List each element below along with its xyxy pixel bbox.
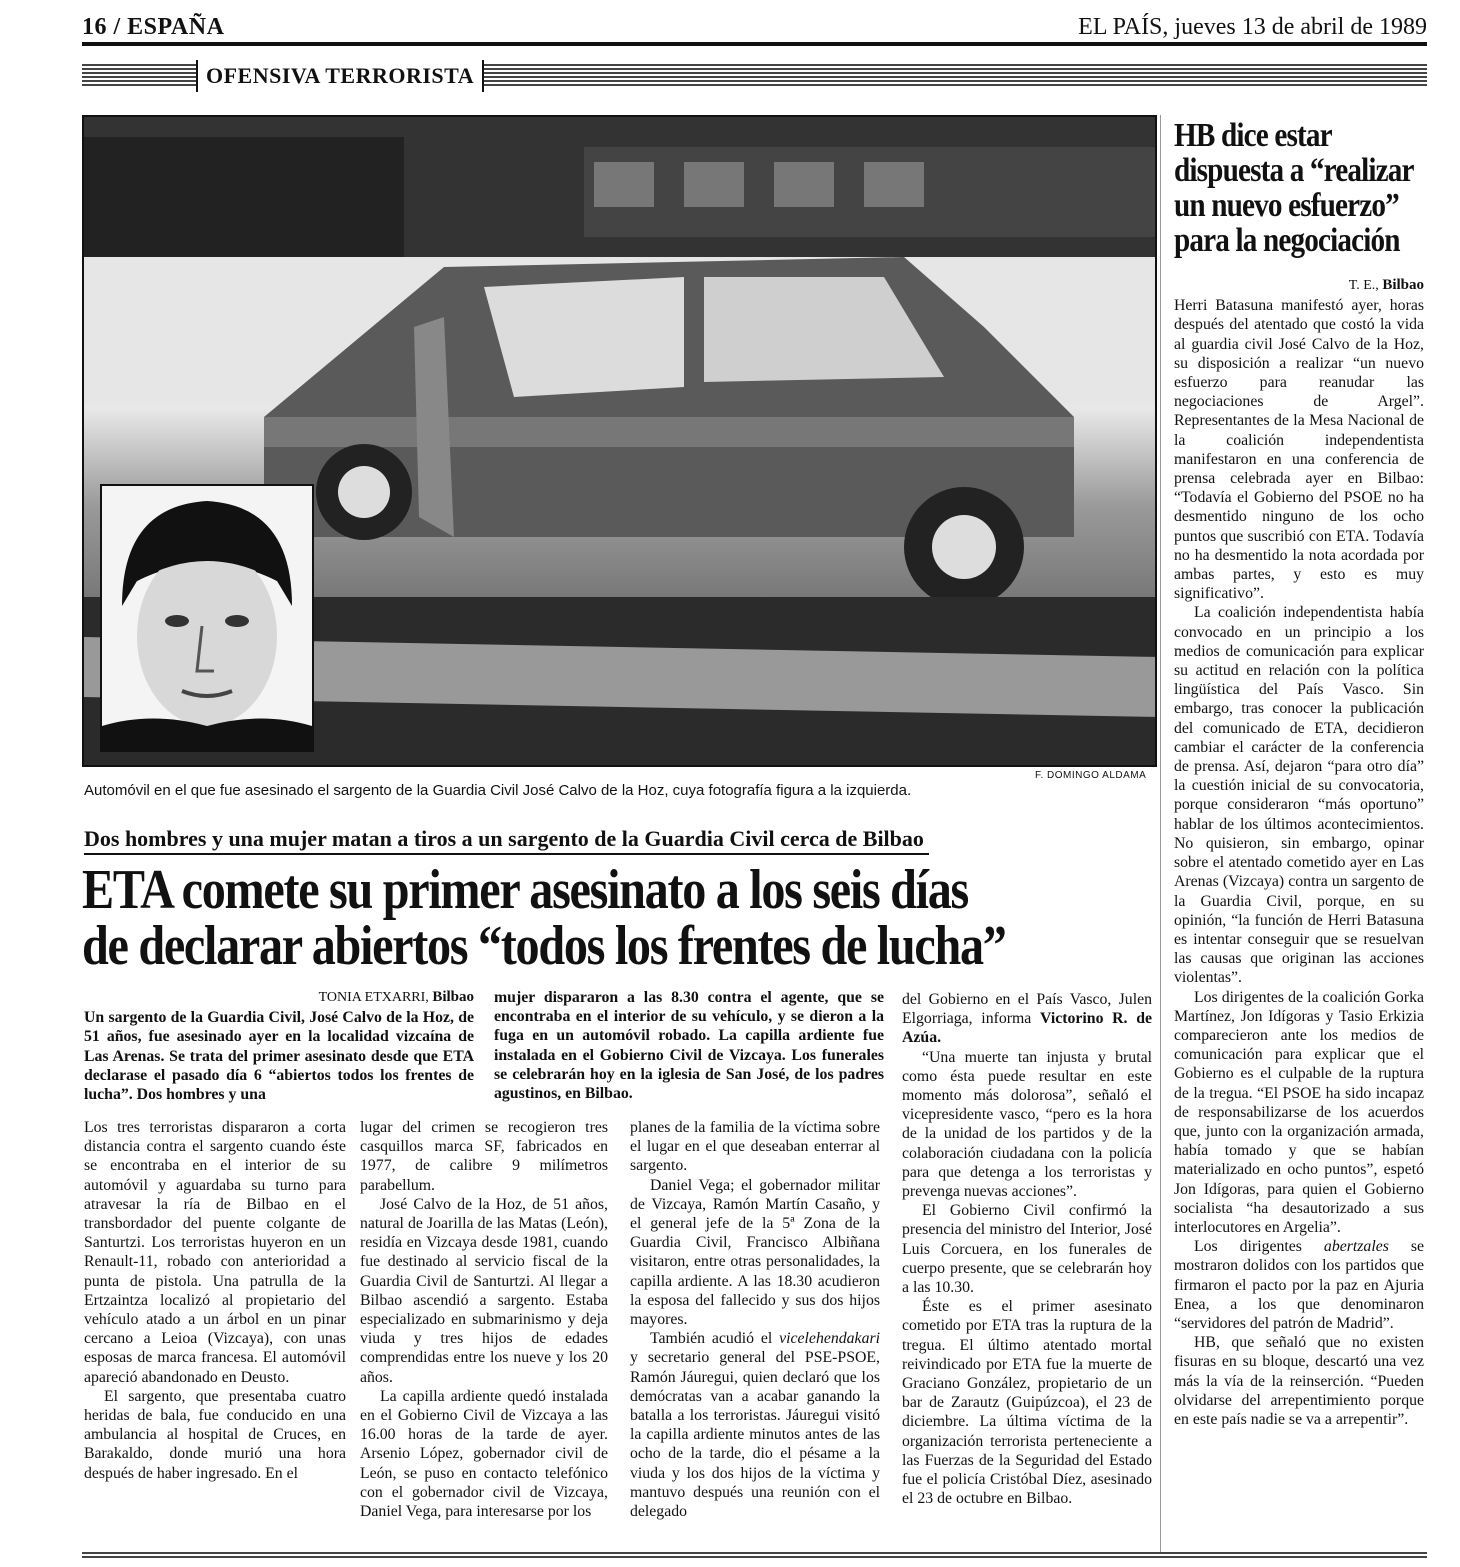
sidebar-paragraph: Herri Batasuna manifestó ayer, horas después del atentado que costó la vida al guardia civil José Calvo de la Hoz, su disposición a realizar “un nuevo esfuerzo para reanudar las negociaciones de Argel”. Representantes de la Mesa Nacional de la coalición independentista manifestaron en una conferencia de prensa celebrada ayer en Bilbao: “Todavía el Gobierno del PSOE no ha desmentido ninguno de los ocho puntos que suscribió con ETA. Todavía no ha desmentido la nota acordada por ambas partes, y esto es muy significativo”. bbox=[1174, 297, 1424, 603]
lead-column-1 bbox=[84, 988, 474, 1104]
section-label: OFENSIVA TERRORISTA bbox=[196, 60, 484, 92]
article-kicker: Dos hombres y una mujer matan a tiros a un sargento de la Guardia Civil cerca de Bilbao bbox=[84, 826, 924, 851]
body-paragraph: José Calvo de la Hoz, de 51 años, natural de Joarilla de las Matas (León), residía en Vizcaya desde 1981, cuando fue destinado al servicio fiscal de la Guardia Civil de Santurtzi. Al llegar a Bilbao ascendió a sargento. Estaba especializado en submarinismo y deja viuda y tres hijos de edades comprendidas entre los nueve y los 20 años. bbox=[360, 1195, 608, 1386]
body-paragraph: Los tres terroristas dispararon a corta distancia contra el sargento cuando éste se encontraba en el interior de su automóvil y aguardaba su turno para atravesar la ría de Bilbao en el transbordador del puente colgante de Santurtzi. Los terroristas huyeron en un Renault-11, robado con anterioridad a punta de pistola. Una patrulla de la Ertzaintza localizó al propietario del vehículo atado a un árbol en un pinar cercano a Leioa (Vizcaya), con unas esposas de marca francesa. El automóvil apareció abandonado en Deusto. bbox=[84, 1119, 346, 1386]
sidebar-byline-author: T. E., bbox=[1348, 278, 1379, 293]
dateline: EL PAÍS, jueves 13 de abril de 1989 bbox=[1078, 14, 1427, 40]
photo-caption: Automóvil en el que fue asesinado el sargento de la Guardia Civil José Calvo de la Hoz, cuya fotografía figura a la izquierda. bbox=[84, 782, 912, 799]
header-rule bbox=[82, 42, 1427, 46]
body-text: y secretario general del PSE-PSOE, Ramón Jáuregui, quien declaró que los demócratas van a acabar ganando la batalla a los terroristas. Jáuregui visitó la capilla ardiente minutos antes de las ocho de la tarde, dio el pésame a la viuda y los dos hijos de la víctima y mantuvo después una reunión con el delegado bbox=[630, 1349, 880, 1521]
lead-text-1: Un sargento de la Guardia Civil, José Calvo de la Hoz, de 51 años, fue asesinado ayer en la localidad vizcaína de Las Arenas. Se trata del primer asesinato desde que ETA declarase el pasado día 6 “abiertos todos los frentes de lucha”. Dos hombres y una bbox=[84, 1009, 474, 1104]
body-paragraph: Daniel Vega; el gobernador militar de Vizcaya, Ramón Martín Casaño, y el general jefe de la 5ª Zona de la Guardia Civil, Francisco Albiñana visitaron, entre otras personalidades, la capilla ardiente. A las 18.30 acudieron la esposa del fallecido y sus dos hijos mayores. bbox=[630, 1176, 880, 1329]
sidebar-paragraph: La coalición independentista había convocado en un principio a los medios de comunicación para explicar su actitud en relación con la política lingüística del País Vasco. Sin embargo, tras conocer la publicación del comunicado de ETA, decidieron cambiar el carácter de la conferencia de prensa. Así, dejaron “para otro día” la cuestión inicial de su convocatoria, porque consideraron “más oportuno” hablar de los últimos acontecimientos. No quisieron, sin embargo, opinar sobre el atentado cometido ayer en Las Arenas (Vizcaya) contra un sargento de la Guardia Civil, porque, en su opinión, “la función de Herri Batasuna es intentar conseguir que se resuelvan las causas que originan las acciones violentas”. bbox=[1174, 604, 1424, 987]
section-name: 16 / ESPAÑA bbox=[82, 14, 225, 40]
body-paragraph: El sargento, que presentaba cuatro heridas de bala, fue conducido en una ambulancia al hospital de Cruces, en Barakaldo, donde murió una hora después de haber ingresado. En el bbox=[84, 1387, 346, 1482]
lead-text-2: mujer dispararon a las 8.30 contra el agente, que se encontraba en el interior de su vehículo, y se dieron a la fuga en un automóvil robado. La capilla ardiente fue instalada en el Gobierno Civil de Vizcaya. Los funerales se celebrarán hoy en la iglesia de San José, de los padres agustinos, en Bilbao. bbox=[494, 989, 884, 1103]
portrait-illustration bbox=[102, 486, 312, 750]
sidebar-paragraph: Los dirigentes de la coalición Gorka Martínez, Jon Idígoras y Tasio Erkizia comparecieron ante los medios de comunicación para explicar que el Gobierno es el culpable de la ruptura de la tregua. “El PSOE ha sido incapaz de responsabilizarse de los acuerdos que, junto con la organización armada, había tomado y que se habían materializado en ocho puntos”, espetó Jon Idígoras, para quien el Gobierno socialista “ha desautorizado a sus interlocutores en Argelia”. bbox=[1174, 988, 1424, 1236]
lead-column-2 bbox=[494, 988, 884, 1103]
sidebar-paragraph: HB, que señaló que no existen fisuras en su bloque, descartó una vez más la vía de la reinserción. “Pueden olvidarse del arrepentimiento porque en este país nadie se va a arrepentir”. bbox=[1174, 1334, 1424, 1428]
body-emphasis: vicelehendakari bbox=[779, 1330, 880, 1348]
article-byline bbox=[84, 988, 474, 1007]
body-emphasis: abertzales bbox=[1323, 1238, 1389, 1256]
body-paragraph: “Una muerte tan injusta y brutal como ésta puede resultar en este momento más dolorosa”, señaló el vicepresidente vasco, “pero es la hora de la unidad de los partidos y de la colaboración ciudadana con la policía para que detenga a los terroristas y prevenga nuevas acciones”. bbox=[902, 1048, 1152, 1201]
byline-informant: Victorino R. de Azúa. bbox=[902, 1010, 1152, 1047]
body-paragraph: Éste es el primer asesinato cometido por ETA tras la ruptura de la tregua. El último atentado mortal reivindicado por ETA fue la muerte de Graciano González, propietario de un bar de Zarautz (Guipúzcoa), el 23 de diciembre. La última víctima de la organización terrorista perteneciente a las Fuerzas de la Seguridad del Estado fue el policía Cristóbal Díez, asesinado el 23 de octubre en Bilbao. bbox=[902, 1298, 1152, 1508]
byline-author: TONIA ETXARRI, bbox=[318, 990, 429, 1005]
body-column-1 bbox=[84, 1118, 346, 1483]
body-paragraph: planes de la familia de la víctima sobre el lugar en el que deseaban enterrar al sargento. bbox=[630, 1119, 880, 1175]
footer-rule bbox=[82, 1552, 1427, 1560]
body-paragraph bbox=[902, 990, 1152, 1048]
kicker-rule bbox=[84, 853, 929, 855]
body-text: Los dirigentes bbox=[1194, 1238, 1324, 1256]
column-divider bbox=[1160, 115, 1161, 1555]
body-text: del Gobierno en el País Vasco, Julen Elgorriaga, informa bbox=[902, 991, 1152, 1028]
sidebar-byline bbox=[1174, 276, 1424, 295]
article-headline bbox=[82, 859, 1007, 977]
body-paragraph: La capilla ardiente quedó instalada en el Gobierno Civil de Vizcaya a las 16.00 horas de la tarde de ayer. Arsenio López, gobernador civil de León, se puso en contacto telefónico con el gobernador civil de Vizcaya, Daniel Vega, para interesarse por los bbox=[360, 1387, 608, 1521]
body-paragraph: El Gobierno Civil confirmó la presencia del ministro del Interior, José Luis Corcuera, en los funerales de cuerpo presente, que se celebrarán hoy a las 10.30. bbox=[902, 1202, 1152, 1297]
body-column-4 bbox=[902, 990, 1152, 1508]
body-paragraph: lugar del crimen se recogieron tres casquillos marca SF, fabricados en 1977, de calibre 9 milímetros parabellum. bbox=[360, 1119, 608, 1194]
sidebar-byline-place: Bilbao bbox=[1382, 277, 1424, 293]
sidebar-column bbox=[1174, 276, 1424, 1429]
headline-line-2: de declarar abiertos “todos los frentes de lucha” bbox=[82, 915, 1006, 977]
body-paragraph bbox=[630, 1329, 880, 1521]
victim-portrait bbox=[100, 484, 314, 752]
body-column-3 bbox=[630, 1118, 880, 1521]
sidebar-paragraph bbox=[1174, 1237, 1424, 1333]
sidebar-headline: HB dice estar dispuesta a “realizar un nuevo esfuerzo” para la negociación bbox=[1174, 117, 1414, 259]
body-column-2 bbox=[360, 1118, 608, 1521]
page-header bbox=[82, 12, 1427, 42]
body-text: También acudió el bbox=[650, 1330, 780, 1348]
headline-line-1: ETA comete su primer asesinato a los seis días bbox=[82, 859, 969, 921]
photo-credit: F. DOMINGO ALDAMA bbox=[1035, 770, 1147, 781]
body-text: se mostraron dolidos con los partidos que firmaron el pacto por la paz en Ajuria Enea, a los que denominaron “servidores del patrón de Madrid”. bbox=[1174, 1238, 1424, 1332]
byline-place: Bilbao bbox=[432, 989, 474, 1005]
